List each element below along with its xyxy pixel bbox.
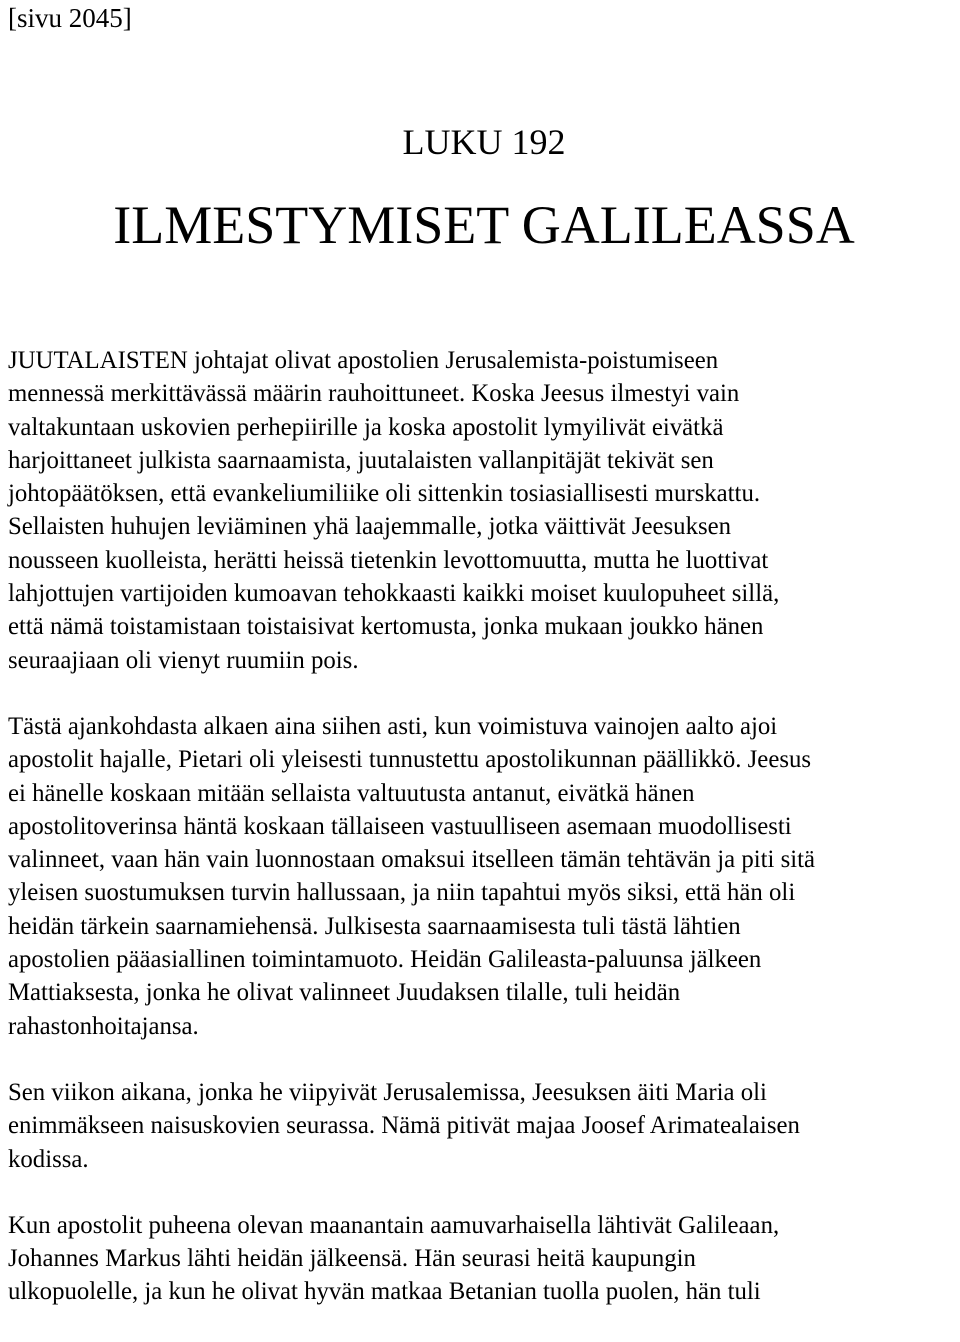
- text-line: Sen viikon aikana, jonka he viipyivät Jerusalemissa, Jeesuksen äiti Maria oli: [8, 1078, 767, 1106]
- text-line: enimmäkseen naisuskovien seurassa. Nämä pitivät majaa Joosef Arimatealaisen: [8, 1112, 800, 1140]
- text-line: valinneet, vaan hän vain luonnostaan omaksui itselleen tämän tehtävän ja piti sitä: [8, 846, 816, 874]
- text-line: apostolien pääasiallinen toimintamuoto. Heidän Galileasta-paluunsa jälkeen: [8, 946, 762, 974]
- text-line: ulkopuolelle, ja kun he olivat hyvän matkaa Betanian tuolla puolen, hän tuli: [8, 1278, 761, 1306]
- text-line: Mattiaksesta, jonka he olivat valinneet Juudaksen tilalle, tuli heidän: [8, 979, 681, 1007]
- text-line: seuraajiaan oli vienyt ruumiin pois.: [8, 646, 359, 674]
- text-line: apostolit hajalle, Pietari oli yleisesti tunnustettu apostolikunnan päällikkö. Jeesus: [8, 746, 812, 774]
- text-line: ei hänelle koskaan mitään sellaista valtuutusta antanut, eivätkä hänen: [8, 779, 695, 807]
- paragraph: [8, 710, 958, 1043]
- text-line: mennessä merkittävässä määrin rauhoittuneet. Koska Jeesus ilmestyi vain: [8, 380, 740, 408]
- text-line: harjoittaneet julkista saarnaamista, juutalaisten vallanpitäjät tekivät sen: [8, 446, 714, 474]
- text-line: heidän tärkein saarnamiehensä. Julkisesta saarnaamisesta tuli tästä lähtien: [8, 912, 741, 940]
- text-line: Tästä ajankohdasta alkaen aina siihen asti, kun voimistuva vainojen aalto ajoi: [8, 712, 778, 740]
- text-line: lahjottujen vartijoiden kumoavan tehokkaasti kaikki moiset kuulopuheet sillä,: [8, 580, 780, 608]
- paragraph: [8, 344, 958, 677]
- text-line: yleisen suostumuksen turvin hallussaan, ja niin tapahtui myös siksi, että hän oli: [8, 879, 796, 907]
- text-line: rahastonhoitajansa.: [8, 1012, 199, 1040]
- text-line: kodissa.: [8, 1145, 89, 1173]
- text-line: Kun apostolit puheena olevan maanantain aamuvarhaisella lähtivät Galileaan,: [8, 1211, 780, 1239]
- text-line: Johannes Markus lähti heidän jälkeensä. Hän seurasi heitä kaupungin: [8, 1245, 696, 1273]
- chapter-body: [8, 344, 958, 1342]
- text-line: nousseen kuolleista, herätti heissä tietenkin levottomuutta, mutta he luottivat: [8, 546, 769, 574]
- paragraph: [8, 1076, 958, 1176]
- page-number: [sivu 2045]: [8, 3, 132, 33]
- text-line: JUUTALAISTEN johtajat olivat apostolien Jerusalemista-poistumiseen: [8, 347, 719, 374]
- chapter-number: LUKU 192: [402, 122, 566, 162]
- chapter-title: ILMESTYMISET GALILEASSA: [113, 195, 855, 255]
- text-line: Sellaisten huhujen leviäminen yhä laajemmalle, jotka väittivät Jeesuksen: [8, 513, 732, 541]
- paragraph: [8, 1209, 958, 1309]
- text-line: että nämä toistamistaan toistaisivat kertomusta, jonka mukaan joukko hänen: [8, 613, 764, 641]
- text-line: johtopäätöksen, että evankeliumiliike oli sittenkin tosiasiallisesti murskattu.: [8, 480, 761, 508]
- text-line: apostolitoverinsa häntä koskaan tällaiseen vastuulliseen asemaan muodollisesti: [8, 812, 792, 840]
- text-line: valtakuntaan uskovien perhepiirille ja koska apostolit lymyilivät eivätkä: [8, 413, 724, 441]
